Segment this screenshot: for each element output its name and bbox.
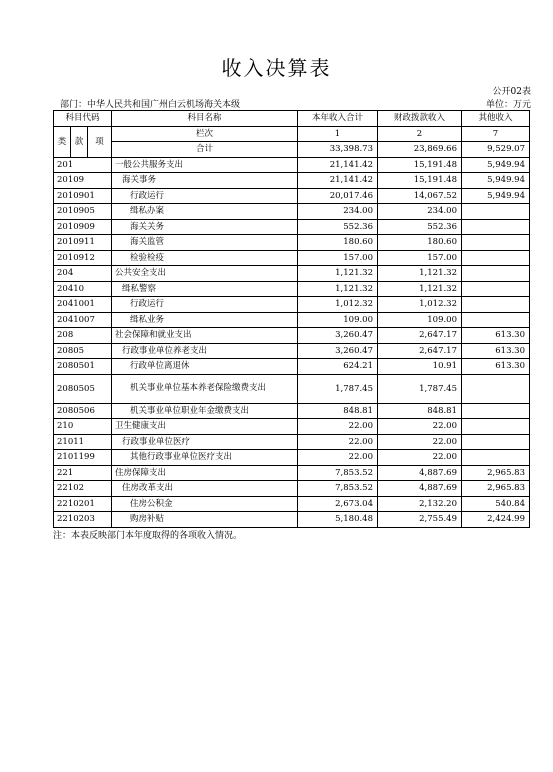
row-total: 1,121.32 — [298, 266, 378, 282]
row-code: 22102 — [54, 481, 112, 497]
row-code: 2210201 — [54, 496, 112, 512]
row-fiscal: 15,191.48 — [378, 173, 462, 189]
sum-total: 33,398.73 — [298, 142, 378, 158]
row-name: 缉私业务 — [112, 312, 298, 328]
row-other — [462, 297, 530, 313]
row-name: 行政事业单位养老支出 — [112, 343, 298, 359]
row-fiscal: 14,067.52 — [378, 188, 462, 204]
row-other — [462, 204, 530, 220]
row-total: 21,141.42 — [298, 157, 378, 173]
row-fiscal: 2,755.49 — [378, 512, 462, 528]
row-code: 201 — [54, 157, 112, 173]
row-total: 22.00 — [298, 450, 378, 466]
table-row — [54, 343, 530, 359]
table-row — [54, 481, 530, 497]
row-fiscal: 10.91 — [378, 359, 462, 375]
sum-row — [54, 142, 530, 158]
table-row — [54, 496, 530, 512]
row-name: 海关监管 — [112, 235, 298, 251]
row-name: 海关事务 — [112, 173, 298, 189]
row-name: 缉私办案 — [112, 204, 298, 220]
row-name: 购房补贴 — [112, 512, 298, 528]
table-row — [54, 403, 530, 419]
header-fiscal: 财政拨款收入 — [378, 111, 462, 127]
row-name: 公共安全支出 — [112, 266, 298, 282]
row-other — [462, 281, 530, 297]
row-other — [462, 374, 530, 403]
page-title: 收入决算表 — [221, 56, 332, 80]
row-code: 2210203 — [54, 512, 112, 528]
row-name: 一般公共服务支出 — [112, 157, 298, 173]
row-code: 221 — [54, 465, 112, 481]
table-row — [54, 434, 530, 450]
row-name: 行政运行 — [112, 297, 298, 313]
row-code: 2010911 — [54, 235, 112, 251]
row-other — [462, 266, 530, 282]
row-other — [462, 250, 530, 266]
header-kuan: 款 — [71, 126, 88, 157]
row-total: 5,180.48 — [298, 512, 378, 528]
table-row — [54, 297, 530, 313]
row-name: 其他行政事业单位医疗支出 — [112, 450, 298, 466]
footnote: 注：本表反映部门本年度取得的各项收入情况。 — [53, 531, 243, 541]
table-row — [54, 359, 530, 375]
header-row — [54, 111, 530, 127]
col-index-7: 7 — [462, 126, 530, 142]
row-other — [462, 312, 530, 328]
table-row — [54, 450, 530, 466]
row-other — [462, 450, 530, 466]
sum-label: 合计 — [112, 142, 298, 158]
row-code: 208 — [54, 328, 112, 344]
row-fiscal: 1,121.32 — [378, 266, 462, 282]
row-other: 5,949.94 — [462, 157, 530, 173]
header-subject-name: 科目名称 — [112, 111, 298, 127]
row-fiscal: 1,012.32 — [378, 297, 462, 313]
table-row — [54, 281, 530, 297]
row-fiscal: 157.00 — [378, 250, 462, 266]
table-row — [54, 157, 530, 173]
row-total: 22.00 — [298, 434, 378, 450]
row-other — [462, 219, 530, 235]
row-name: 社会保障和就业支出 — [112, 328, 298, 344]
sum-fiscal: 23,869.66 — [378, 142, 462, 158]
row-fiscal: 234.00 — [378, 204, 462, 220]
col-index-2: 2 — [378, 126, 462, 142]
table-row — [54, 312, 530, 328]
row-code: 20109 — [54, 173, 112, 189]
row-fiscal: 2,647.17 — [378, 328, 462, 344]
row-code: 2080506 — [54, 403, 112, 419]
table-row — [54, 219, 530, 235]
row-total: 1,012.32 — [298, 297, 378, 313]
row-total: 848.81 — [298, 403, 378, 419]
row-label: 栏次 — [112, 126, 298, 142]
row-total: 2,673.04 — [298, 496, 378, 512]
row-other: 5,949.94 — [462, 173, 530, 189]
row-code: 2010905 — [54, 204, 112, 220]
row-total: 624.21 — [298, 359, 378, 375]
row-name: 检验检疫 — [112, 250, 298, 266]
table-row — [54, 419, 530, 435]
row-name: 行政事业单位医疗 — [112, 434, 298, 450]
table-row — [54, 235, 530, 251]
row-total: 157.00 — [298, 250, 378, 266]
row-name: 机关事业单位职业年金缴费支出 — [112, 403, 298, 419]
row-fiscal: 4,887.69 — [378, 465, 462, 481]
row-code: 20410 — [54, 281, 112, 297]
row-total: 7,853.52 — [298, 465, 378, 481]
sum-other: 9,529.07 — [462, 142, 530, 158]
row-name: 住房公积金 — [112, 496, 298, 512]
row-total: 1,121.32 — [298, 281, 378, 297]
row-total: 20,017.46 — [298, 188, 378, 204]
unit-label: 单位：万元 — [485, 100, 531, 110]
row-code: 2010909 — [54, 219, 112, 235]
row-total: 21,141.42 — [298, 173, 378, 189]
row-name: 机关事业单位基本养老保险缴费支出 — [112, 374, 298, 403]
row-total: 1,787.45 — [298, 374, 378, 403]
row-code: 210 — [54, 419, 112, 435]
row-code: 2041001 — [54, 297, 112, 313]
header-lei: 类 — [54, 126, 71, 157]
table-row — [54, 374, 530, 403]
row-total: 552.36 — [298, 219, 378, 235]
row-fiscal: 180.60 — [378, 235, 462, 251]
row-fiscal: 552.36 — [378, 219, 462, 235]
table-row — [54, 204, 530, 220]
row-other: 2,965.83 — [462, 481, 530, 497]
row-other: 613.30 — [462, 359, 530, 375]
row-fiscal: 15,191.48 — [378, 157, 462, 173]
row-other: 613.30 — [462, 328, 530, 344]
row-other: 613.30 — [462, 343, 530, 359]
row-code: 2080505 — [54, 374, 112, 403]
row-code: 21011 — [54, 434, 112, 450]
row-other — [462, 419, 530, 435]
row-other — [462, 403, 530, 419]
row-code: 204 — [54, 266, 112, 282]
row-fiscal: 2,132.20 — [378, 496, 462, 512]
row-fiscal: 22.00 — [378, 434, 462, 450]
row-other — [462, 235, 530, 251]
row-code: 2010901 — [54, 188, 112, 204]
row-code: 2041007 — [54, 312, 112, 328]
row-total: 3,260.47 — [298, 343, 378, 359]
table-row — [54, 250, 530, 266]
row-fiscal: 4,887.69 — [378, 481, 462, 497]
header-xiang: 项 — [88, 126, 112, 157]
row-total: 7,853.52 — [298, 481, 378, 497]
table-row — [54, 173, 530, 189]
table-row — [54, 512, 530, 528]
row-fiscal: 848.81 — [378, 403, 462, 419]
table-row — [54, 465, 530, 481]
form-code: 公开02表 — [492, 87, 531, 97]
row-name: 住房改革支出 — [112, 481, 298, 497]
row-name: 行政运行 — [112, 188, 298, 204]
department-label: 部门：中华人民共和国广州白云机场海关本级 — [60, 100, 241, 110]
header-total: 本年收入合计 — [298, 111, 378, 127]
row-fiscal: 22.00 — [378, 450, 462, 466]
row-total: 234.00 — [298, 204, 378, 220]
row-name: 住房保障支出 — [112, 465, 298, 481]
row-total: 109.00 — [298, 312, 378, 328]
row-code: 2080501 — [54, 359, 112, 375]
row-fiscal: 2,647.17 — [378, 343, 462, 359]
row-name: 缉私警察 — [112, 281, 298, 297]
column-index-row — [54, 126, 530, 142]
header-other: 其他收入 — [462, 111, 530, 127]
row-other: 540.84 — [462, 496, 530, 512]
row-fiscal: 22.00 — [378, 419, 462, 435]
row-other: 2,424.99 — [462, 512, 530, 528]
row-fiscal: 109.00 — [378, 312, 462, 328]
row-fiscal: 1,787.45 — [378, 374, 462, 403]
header-subject-code: 科目代码 — [54, 111, 112, 127]
row-fiscal: 1,121.32 — [378, 281, 462, 297]
row-name: 行政单位离退休 — [112, 359, 298, 375]
row-name: 卫生健康支出 — [112, 419, 298, 435]
row-code: 20805 — [54, 343, 112, 359]
row-total: 180.60 — [298, 235, 378, 251]
table-row — [54, 328, 530, 344]
row-other: 5,949.94 — [462, 188, 530, 204]
row-other: 2,965.83 — [462, 465, 530, 481]
row-name: 海关关务 — [112, 219, 298, 235]
col-index-1: 1 — [298, 126, 378, 142]
row-other — [462, 434, 530, 450]
row-code: 2101199 — [54, 450, 112, 466]
row-code: 2010912 — [54, 250, 112, 266]
row-total: 3,260.47 — [298, 328, 378, 344]
table-row — [54, 266, 530, 282]
table-row — [54, 188, 530, 204]
row-total: 22.00 — [298, 419, 378, 435]
income-table — [53, 110, 530, 528]
